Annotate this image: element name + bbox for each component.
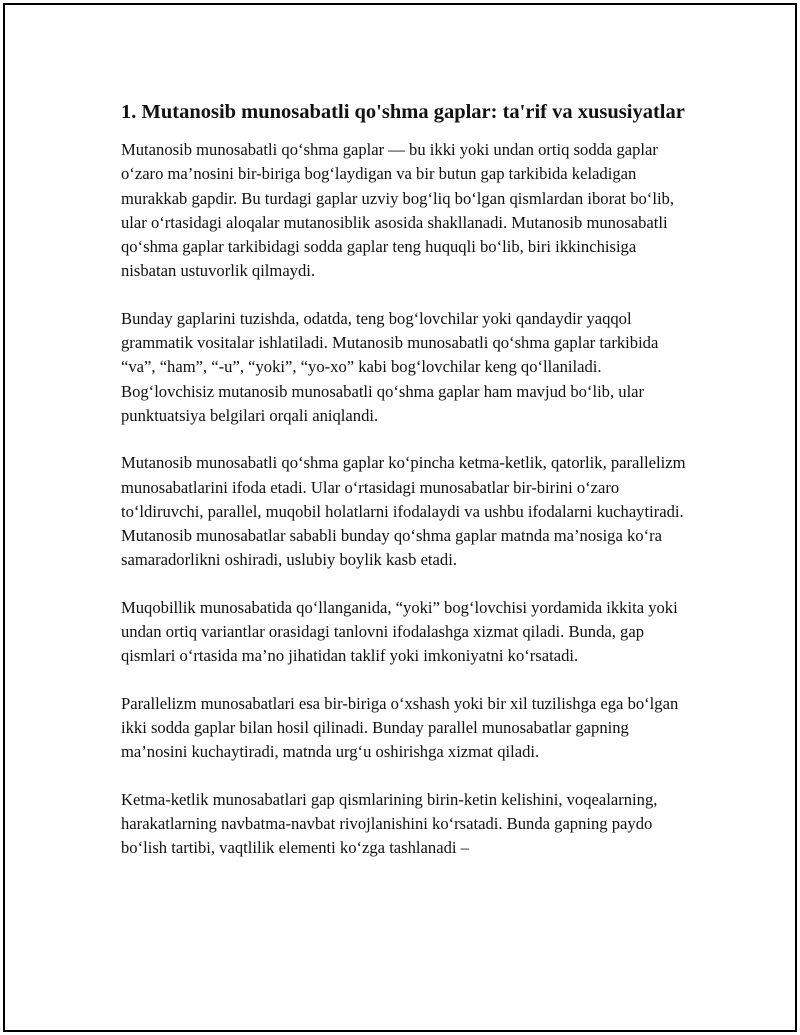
document-page [3,3,797,1032]
paragraph-parallelism: Parallelizm munosabatlari esa bir-biriga o‘xshash yoki bir xil tuzilishga ega bo‘lgan ikki sodda gaplar bilan hosil qilinadi. Bunday parallel munosabatlar gapning ma’nosini kuchaytiradi, matnda urg‘u oshirishga xizmat qiladi. [121,693,679,762]
paragraph-alternative: Muqobillik munosabatida qo‘llanganida, “yoki” bog‘lovchisi yordamida ikkita yoki undan ortiq variantlar orasidagi tanlovni ifodalashga xizmat qiladi. Bunda, gap qismlari o‘rtasida ma’no jihatidan taklif yoki imkoniyatni ko‘rsatadi. [121,597,678,666]
paragraph-relations: Mutanosib munosabatli qo‘shma gaplar ko‘pincha ketma-ketlik, qatorlik, parallelizm munosabatlarini ifoda etadi. Ular o‘rtasidagi munosabatlar bir-birini o‘zaro to‘ldiruvchi, parallel, muqobil holatlarni ifodalaydi va ushbu ifodalarni kuchaytiradi. Mutanosib munosabatlar sababli bunday qo‘shma gaplar matnda ma’nosiga ko‘ra samaradorlikni oshiradi, uslubiy boylik kasb etadi. [121,453,686,570]
paragraph-sequence: Ketma-ketlik munosabatlari gap qismlarining birin-ketin kelishini, voqealarning, harakatlarning navbatma-navbat rivojlanishini ko‘rsatadi. Bunda gapning paydo bo‘lish tartibi, vaqtlilik elementi ko‘zga tashlanadi – [121,789,658,858]
paragraph-definition: Mutanosib munosabatli qo‘shma gaplar — bu ikki yoki undan ortiq sodda gaplar o‘zaro ma’nosini bir-biriga bog‘laydigan va bir butun gap tarkibida keladigan murakkab gapdir. Bu turdagi gaplar uzviy bog‘liq bo‘lgan qismlardan iborat bo‘lib, ular o‘rtasidagi aloqalar mutanosiblik asosida shakllanadi. Mutanosib munosabatli qo‘shma gaplar tarkibidagi sodda gaplar teng huquqli bo‘lib, biri ikkinchisiga nisbatan ustuvorlik qilmaydi. [121,140,674,281]
document-content [121,98,691,883]
paragraph-conjunctions: Bunday gaplarini tuzishda, odatda, teng bog‘lovchilar yoki qandaydir yaqqol grammatik vositalar ishlatiladi. Mutanosib munosabatli qo‘shma gaplar tarkibida “va”, “ham”, “-u”, “yoki”, “yo-xo” kabi bog‘lovchilar keng qo‘llaniladi. Bog‘lovchisiz mutanosib munosabatli qo‘shma gaplar ham mavjud bo‘lib, ular punktuatsiya belgilari orqali aniqlandi. [121,308,659,425]
section-heading: 1. Mutanosib munosabatli qo'shma gaplar: ta'rif va xususiyatlar [121,101,685,123]
